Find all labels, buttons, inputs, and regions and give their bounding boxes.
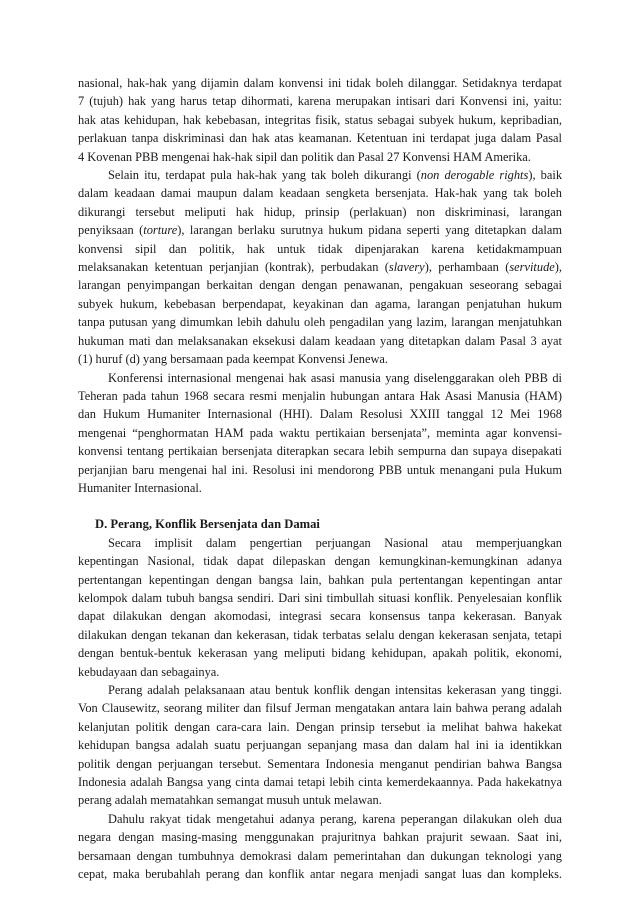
text-line: mengenai “penghormatan HAM pada waktu pertikaian bersenjata”, meminta agar konvensi- [78, 425, 562, 440]
paragraph-rakyat-perang [78, 810, 562, 884]
text-line: pertentangan kepentingan dengan bangsa lain, bahkan pula pertentangan kepentingan antar [78, 572, 562, 587]
document-page [78, 74, 562, 883]
text-line: Humaniter Internasional. [78, 480, 202, 495]
text-line: tanpa putusan yang dimumkan lebih dahulu oleh pengadilan yang lazim, larangan menjatuhkan [78, 315, 562, 330]
section-heading: D. Perang, Konflik Bersenjata dan Damai [95, 517, 320, 532]
text-line: Konferensi internasional mengenai hak asasi manusia yang diselenggarakan oleh PBB di [108, 370, 562, 385]
text-line: penyiksaan (torture), larangan berlaku surutnya hukum pidana seperti yang ditetapkan dalam [78, 223, 562, 238]
text-line: subyek hukum, kebebasan berpendapat, keyakinan dan agama, larangan penjatuhan hukum [78, 296, 562, 311]
text-line: dapat dilakukan dengan akomodasi, integrasi secara konsensus tanpa kekerasan. Banyak [78, 609, 562, 624]
text-line: kepentingan Nasional, tidak dapat dilepaskan dengan kemungkinan-kemungkinan adanya [78, 554, 562, 569]
text-line: nasional, hak-hak yang dijamin dalam konvensi ini tidak boleh dilanggar. Setidaknya terdapat [78, 76, 562, 90]
text-line: kelanjutan politik dengan cara-cara lain. Dengan prinsip tersebut ia melihat bahwa hakekat [78, 719, 562, 734]
text-line: melaksanakan ketentuan perjanjian (kontrak), perbudakan (slavery), perhambaan (servitude), [78, 260, 562, 275]
text-line: dalam keadaan damai maupun dalam keadaan sengketa bersenjata. Hak-hak yang tak boleh [78, 186, 562, 201]
text-line: politik dengan perjuangan tersebut. Sementara Indonesia menganut pendirian bahwa Bangsa [78, 756, 562, 771]
text-line: 4 Kovenan PBB mengenai hak-hak sipil dan politik dan Pasal 27 Konvensi HAM Amerika. [78, 149, 531, 164]
paragraph-kepentingan-nasional [78, 534, 562, 681]
text-line: Indonesia adalah Bangsa yang cinta damai tetapi lebih cinta kemerdekaannya. Pada hakekatnya [78, 775, 562, 790]
text-line: kehidupan bangsa adalah suatu perjuangan sepanjang masa dan dalam hal ini ia identikkan [78, 738, 562, 753]
text-line: kebudayaan dan sebagainya. [78, 664, 220, 679]
text-line: konvensi sipil dan politik, hak untuk tidak dipenjarakan karena ketidakmampuan [78, 241, 562, 256]
text-line: Perang adalah pelaksanaan atau bentuk konflik dengan intensitas kekerasan yang tinggi. [108, 683, 562, 697]
text-line: cepat, maka berubahlah perang dan konflik antar negara menjadi sangat luas dan kompleks. [78, 867, 562, 882]
text-line: dilakukan dengan tekanan dan kekerasan, tidak terbatas selalu dengan kekerasan senjata, tetapi [78, 627, 562, 642]
text-line: hak atas kehidupan, hak kebebasan, integritas fisik, status sebagai subyek hukum, kepribadian, [78, 112, 562, 127]
text-line: Secara implisit dalam pengertian perjuangan Nasional atau memperjuangkan [108, 535, 562, 550]
text-line: Dahulu rakyat tidak mengetahui adanya perang, karena peperangan dilakukan oleh dua [108, 811, 562, 826]
text-line: 7 (tujuh) hak yang harus tetap dihormati, karena merupakan intisari dari Konvensi ini, yaitu: [78, 94, 562, 109]
text-line: perang adalah mematahkan semangat musuh untuk melawan. [78, 793, 382, 808]
paragraph-perang-clausewitz [78, 681, 562, 810]
paragraph-konferensi-teheran [78, 369, 562, 498]
text-line: dengan bentuk-bentuk kekerasan yang meliputi bidang kehidupan, apakah politik, ekonomi, [78, 646, 562, 661]
text-line: larangan penyimpangan berkaitan dengan dengan penawanan, pengakuan seseorang sebagai [78, 278, 562, 293]
text-line: dan Hukum Humaniter Internasional (HHI). Dalam Resolusi XXIII tanggal 12 Mei 1968 [78, 407, 562, 422]
text-line: (1) huruf (d) yang bersamaan pada keempat Konvensi Jenewa. [78, 352, 388, 367]
text-line: perjanjian baru mengenai hal ini. Resolusi ini mendorong PBB untuk menangani pula Hukum [78, 462, 562, 477]
section-spacer [78, 497, 562, 515]
text-line: bersamaan dengan tumbuhnya demokrasi dalam pemerintahan dan dukungan teknologi yang [78, 848, 562, 863]
text-line: Von Clausewitz, seorang militer dan filsuf Jerman mengatakan antara lain bahwa perang adalah [78, 701, 562, 716]
text-line: dikurangi tersebut meliputi hak hidup, prinsip (perlakuan) non diskriminasi, larangan [78, 204, 562, 219]
text-line: Teheran pada tahun 1968 secara resmi menjalin hubungan antara Hak Asasi Manusia (HAM) [78, 388, 562, 403]
paragraph-konvensi-hak [78, 74, 562, 166]
text-line: perlakuan tanpa diskriminasi dan hak atas keamanan. Ketentuan ini terdapat juga dalam Pasal [78, 131, 562, 146]
text-line: konvensi tentang pertikaian bersenjata diterapkan secara lebih sempurna dan supaya disepakati [78, 444, 562, 459]
text-line: hukuman mati dan melaksanakan eksekusi dalam keadaan yang ditetapkan dalam Pasal 3 ayat [78, 333, 562, 348]
text-line: Selain itu, terdapat pula hak-hak yang tak boleh dikurangi (non derogable rights), baik [108, 168, 562, 183]
text-line: kelompok dalam tubuh bangsa sendiri. Dari sini timbullah situasi konflik. Penyelesaian konflik [78, 590, 562, 605]
text-line: negara dengan masing-masing menggunakan prajuritnya bahkan prajurit sewaan. Saat ini, [78, 830, 562, 845]
paragraph-non-derogable-rights [78, 166, 562, 368]
